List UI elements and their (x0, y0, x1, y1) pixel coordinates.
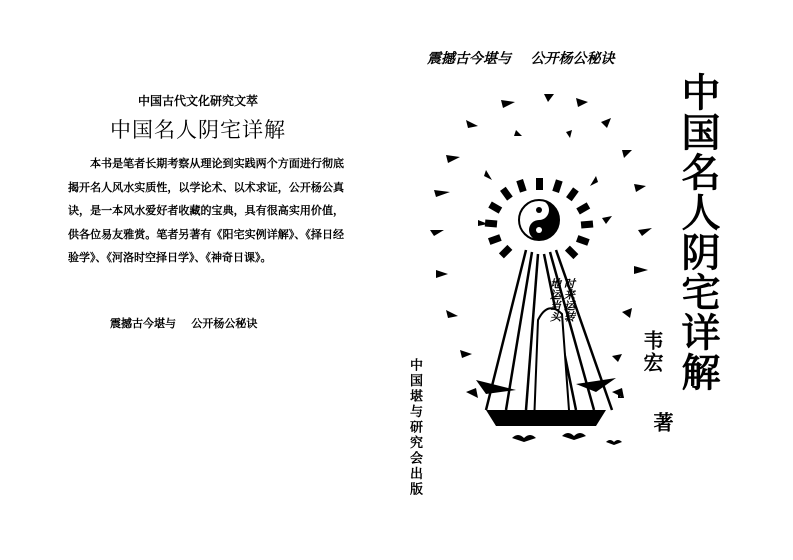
tablet-line: 时来运转 (562, 278, 576, 322)
series-name: 中国古代文化研究文萃 (137, 94, 258, 108)
tablet-line: 地运当头 (548, 278, 562, 322)
back-cover-title: 中国名人阴宅详解 (110, 118, 286, 142)
publisher-name: 中国堪与研究会出版 (407, 358, 422, 498)
back-cover (0, 0, 396, 560)
corner-mark: L (617, 388, 625, 401)
feng-shui-illustration (426, 80, 666, 460)
author-suffix: 著 (650, 412, 674, 432)
yin-yang-emblem (519, 200, 559, 240)
back-cover-slogan: 震撼古今堪与 公开杨公秘诀 (110, 317, 258, 330)
tablet-inscription (541, 278, 583, 378)
author-name: 韦宏 (640, 330, 664, 374)
bird-silhouettes (512, 433, 622, 445)
front-cover-slogan: 震撼古今堪与 公开杨公秘诀 (427, 51, 615, 67)
book-blurb (68, 152, 344, 270)
front-cover (396, 0, 793, 560)
front-cover-title: 中国名人阴宅详解 (675, 72, 721, 392)
blurb-paragraph: 本书是笔者长期考察从理论到实践两个方面进行彻底揭开名人风水实质性，以学论术、以术求证，公开杨公真诀，是一本风水爱好者收藏的宝典，具有很高实用价值，供各位易友雅赏。笔者另著有《阳宅实例详解》、《择日经验学》、《河洛时空择日学》、《神奇日课》。 (68, 157, 344, 264)
